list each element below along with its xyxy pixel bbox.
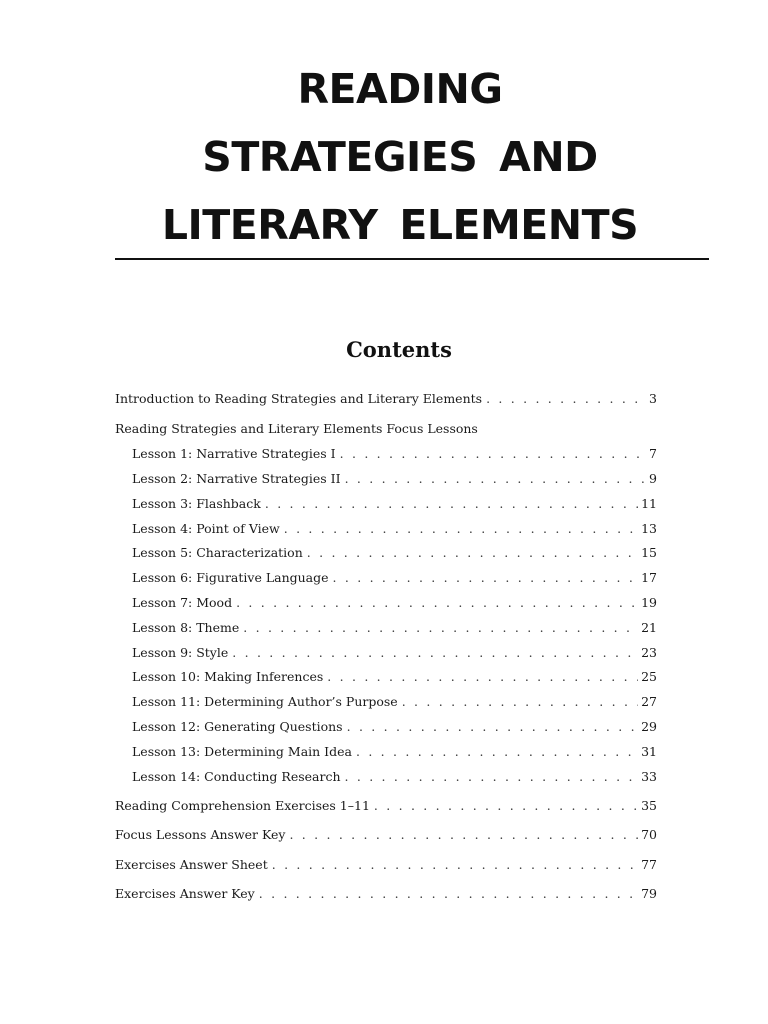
toc-lesson-entry (115, 442, 657, 467)
toc-entry-label: Lesson 14: Conducting Research (132, 768, 341, 784)
toc-lesson-entry (115, 690, 657, 715)
toc-page-number: 29 (641, 719, 657, 735)
toc-lesson-entry (115, 566, 657, 591)
toc-dot-leader (327, 665, 638, 690)
toc-entry-label: Lesson 8: Theme (132, 619, 240, 635)
toc-entry-label: Lesson 11: Determining Author’s Purpose (132, 694, 398, 710)
toc-lesson-entry (115, 715, 657, 740)
table-of-contents (115, 387, 657, 907)
toc-dot-leader (259, 882, 638, 907)
toc-dot-leader (333, 566, 639, 591)
toc-page-number: 3 (649, 391, 657, 406)
toc-entry (115, 823, 657, 848)
toc-dot-leader (232, 641, 638, 666)
toc-entry-label: Exercises Answer Sheet (115, 856, 268, 872)
toc-entry (115, 794, 657, 819)
toc-dot-leader (345, 467, 646, 492)
toc-lesson-entry (115, 492, 657, 517)
toc-dot-leader (347, 715, 638, 740)
toc-page-number: 11 (641, 495, 657, 511)
toc-entry (115, 387, 657, 412)
toc-page-number: 19 (641, 595, 657, 611)
toc-entry-label: Exercises Answer Key (115, 885, 255, 901)
contents-heading: Contents (346, 337, 452, 362)
toc-lesson-entry (115, 591, 657, 616)
toc-page-number: 31 (641, 743, 657, 759)
toc-entry-label: Lesson 13: Determining Main Idea (132, 743, 352, 759)
toc-entry-label: Lesson 3: Flashback (132, 495, 261, 511)
toc-lesson-entry (115, 765, 657, 790)
toc-lesson-entry (115, 541, 657, 566)
title-divider (115, 258, 709, 260)
title-line-1: READING (297, 65, 503, 113)
toc-page-number: 15 (641, 545, 657, 561)
toc-lesson-entry (115, 641, 657, 666)
toc-dot-leader (243, 616, 638, 641)
toc-entry-label: Reading Strategies and Literary Elements Focus Lessons (115, 421, 478, 437)
toc-lesson-entry (115, 665, 657, 690)
toc-entry-label: Lesson 6: Figurative Language (132, 570, 329, 586)
toc-entry-label: Lesson 10: Making Inferences (132, 669, 324, 685)
toc-page-number: 13 (641, 520, 657, 536)
toc-dot-leader (486, 387, 646, 412)
toc-entry-label: Focus Lessons Answer Key (115, 827, 286, 843)
toc-entry-label: Lesson 1: Narrative Strategies I (132, 446, 336, 462)
toc-page-number: 35 (641, 797, 657, 813)
toc-dot-leader (289, 823, 638, 848)
toc-entry (115, 853, 657, 878)
toc-dot-leader (265, 492, 638, 517)
toc-page-number: 77 (641, 856, 657, 872)
toc-entry (115, 416, 657, 442)
toc-page-number: 17 (641, 570, 657, 586)
toc-page-number: 27 (641, 694, 657, 710)
document-title (0, 55, 768, 259)
toc-lesson-entry (115, 616, 657, 641)
toc-dot-leader (284, 517, 638, 542)
toc-entry-label: Lesson 5: Characterization (132, 545, 303, 561)
toc-entry-label: Lesson 9: Style (132, 644, 229, 660)
toc-page-number: 7 (649, 446, 657, 462)
toc-dot-leader (307, 541, 638, 566)
toc-entry (115, 882, 657, 907)
toc-dot-leader (340, 442, 646, 467)
toc-page-number: 23 (641, 644, 657, 660)
toc-page-number: 25 (641, 669, 657, 685)
toc-lesson-entry (115, 517, 657, 542)
title-line-3: LITERARY ELEMENTS (161, 201, 639, 249)
toc-lesson-entry (115, 740, 657, 765)
toc-page-number: 33 (641, 768, 657, 784)
toc-lesson-entry (115, 467, 657, 492)
toc-entry-label: Reading Comprehension Exercises 1–11 (115, 797, 370, 813)
toc-dot-leader (402, 690, 638, 715)
toc-entry-label: Lesson 12: Generating Questions (132, 719, 343, 735)
toc-page-number: 9 (649, 471, 657, 487)
toc-dot-leader (356, 740, 638, 765)
toc-dot-leader (345, 765, 639, 790)
toc-dot-leader (236, 591, 638, 616)
toc-page-number: 21 (641, 619, 657, 635)
toc-entry-label: Lesson 4: Point of View (132, 520, 280, 536)
title-line-2: STRATEGIES AND (202, 133, 598, 181)
toc-page-number: 79 (641, 885, 657, 901)
toc-dot-leader (374, 794, 638, 819)
toc-page-number: 70 (641, 827, 657, 843)
toc-dot-leader (272, 853, 638, 878)
toc-entry-label: Lesson 2: Narrative Strategies II (132, 471, 341, 487)
toc-entry-label: Lesson 7: Mood (132, 595, 233, 611)
toc-entry-label: Introduction to Reading Strategies and Literary Elements (115, 391, 483, 406)
